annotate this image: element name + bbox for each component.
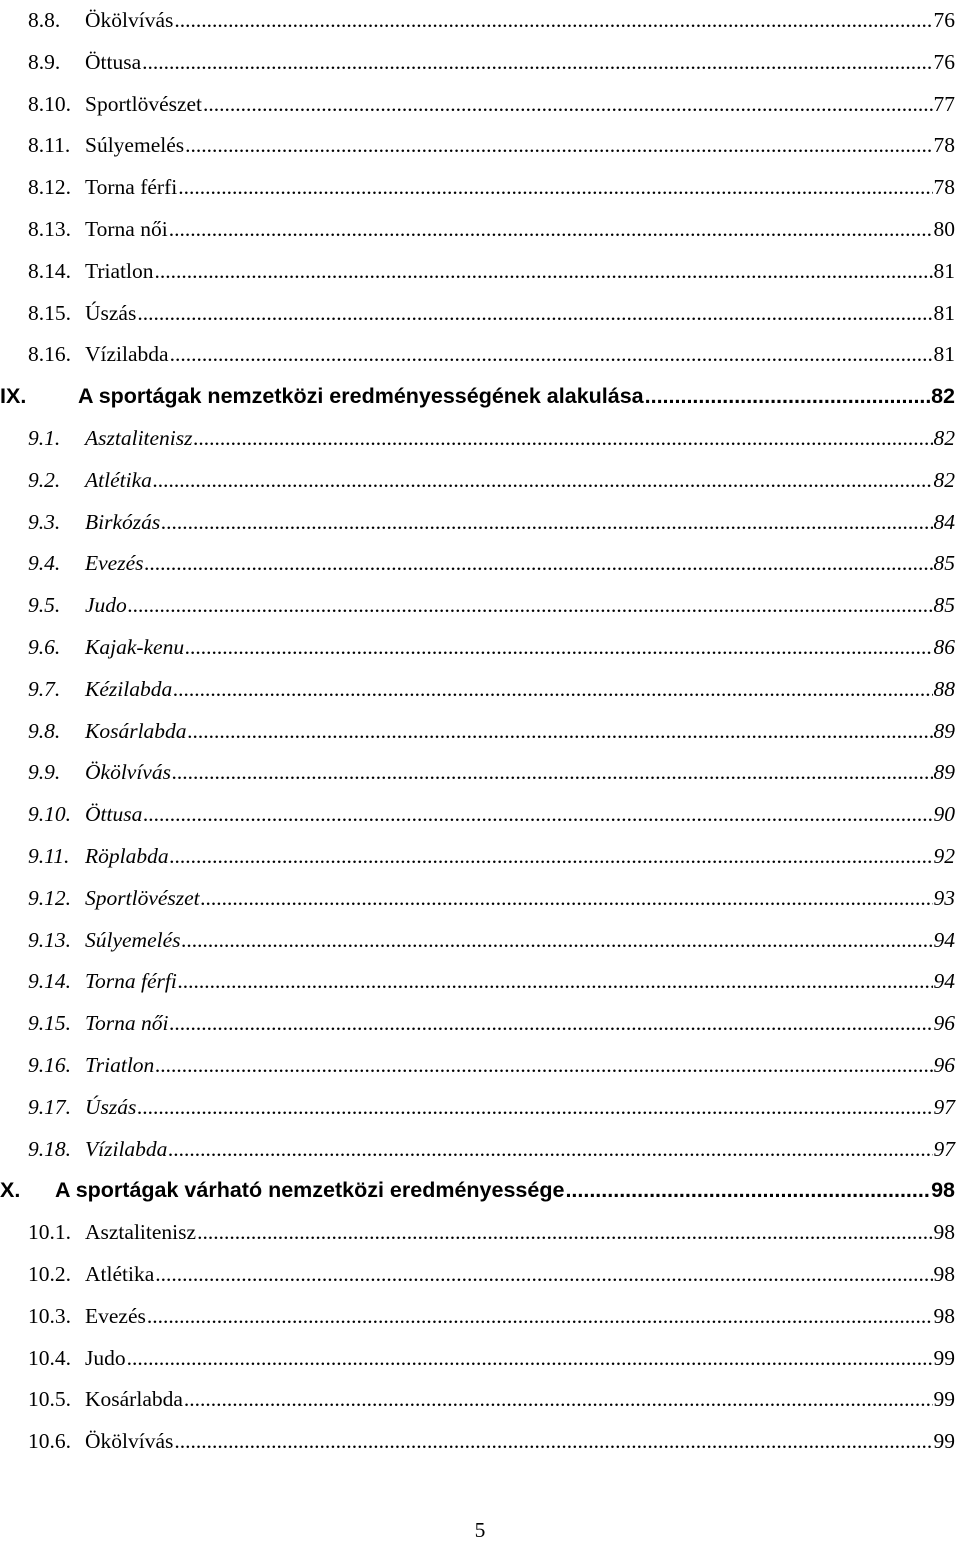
toc-entry-title: Torna női: [85, 1011, 169, 1036]
toc-entry-number: 8.10.: [28, 91, 71, 116]
toc-entry-page: 81: [933, 342, 955, 367]
toc-entry-number: 9.1.: [28, 425, 61, 450]
toc-entry-page: 99: [933, 1345, 955, 1370]
toc-entry-label: [28, 167, 177, 209]
toc-entry-title: Ökölvívás: [85, 760, 171, 785]
toc-entry-title: Atlétika: [85, 467, 152, 492]
toc-entry-label: [28, 752, 171, 794]
toc-dot-leader: [174, 1421, 932, 1463]
toc-entry-title: Evezés: [85, 551, 144, 576]
toc-entry-title: Birkózás: [85, 509, 161, 534]
toc-entry-title: Sportlövészet: [85, 91, 203, 116]
toc-dot-leader: [155, 1254, 932, 1296]
toc-entry-label: [28, 669, 172, 711]
toc-entry[interactable]: [28, 878, 955, 920]
toc-entry-label: [28, 334, 169, 376]
toc-entry-page: 96: [933, 1052, 955, 1077]
toc-dot-leader: [184, 1379, 933, 1421]
toc-entry-label: [28, 1421, 173, 1463]
toc-entry-number: 10.2.: [28, 1261, 71, 1286]
toc-entry-page: 99: [933, 1387, 955, 1412]
toc-entry-label: [28, 251, 154, 293]
toc-entry-page: 88: [933, 676, 955, 701]
toc-entry-title: Súlyemelés: [85, 133, 185, 158]
toc-entry-number: 9.4.: [28, 551, 61, 576]
toc-entry-label: [28, 209, 168, 251]
toc-entry-title: Vízilabda: [85, 1136, 168, 1161]
toc-entry[interactable]: [28, 293, 955, 335]
toc-entry-number: 9.15.: [28, 1011, 71, 1036]
toc-entry-label: [28, 460, 152, 502]
toc-entry[interactable]: [28, 920, 955, 962]
toc-entry-page: 90: [933, 802, 955, 827]
toc-entry-page: 99: [933, 1429, 955, 1454]
toc-entry-title: Atlétika: [85, 1261, 155, 1286]
toc-entry-label: [28, 293, 136, 335]
toc-entry-title: Vízilabda: [85, 342, 169, 367]
toc-entry-label: [28, 84, 202, 126]
toc-entry-label: [0, 376, 644, 418]
toc-entry[interactable]: [28, 167, 955, 209]
toc-dot-leader: [194, 418, 933, 460]
toc-dot-leader: [565, 1170, 930, 1212]
toc-dot-leader: [155, 1045, 932, 1087]
toc-entry-number: 9.13.: [28, 927, 71, 952]
toc-entry-number: 10.4.: [28, 1345, 71, 1370]
page-number: 5: [474, 1518, 486, 1542]
toc-entry[interactable]: [28, 0, 955, 42]
toc-dot-leader: [174, 0, 932, 42]
toc-entry-number: 8.13.: [28, 216, 71, 241]
toc-entry-label: [28, 1379, 183, 1421]
toc-dot-leader: [185, 627, 932, 669]
toc-chapter-entry[interactable]: [0, 1170, 955, 1212]
toc-entry-title: Torna női: [85, 216, 168, 241]
toc-entry-page: 97: [933, 1094, 955, 1119]
toc-entry-page: 84: [933, 509, 955, 534]
toc-entry-title: Öttusa: [85, 49, 142, 74]
toc-entry[interactable]: [28, 1421, 955, 1463]
toc-entry-label: [28, 42, 141, 84]
toc-entry[interactable]: [28, 669, 955, 711]
toc-entry[interactable]: [28, 543, 955, 585]
toc-entry-number: 10.3.: [28, 1303, 71, 1328]
toc-entry-title: Torna férfi: [85, 175, 178, 200]
toc-entry-title: Kosárlabda: [85, 718, 187, 743]
toc-dot-leader: [178, 167, 932, 209]
toc-entry-title: Kajak-kenu: [85, 634, 185, 659]
toc-dot-leader: [170, 334, 933, 376]
toc-dot-leader: [161, 502, 932, 544]
toc-dot-leader: [182, 920, 933, 962]
toc-entry[interactable]: [28, 42, 955, 84]
toc-entry-title: Súlyemelés: [85, 927, 181, 952]
toc-entry-title: Judo: [85, 593, 127, 618]
toc-dot-leader: [173, 669, 932, 711]
toc-entry-title: Kézilabda: [85, 676, 173, 701]
toc-entry[interactable]: [28, 1212, 955, 1254]
toc-entry-number: 8.15.: [28, 300, 71, 325]
toc-entry-title: Úszás: [85, 1094, 137, 1119]
toc-entry-label: [28, 585, 127, 627]
toc-entry-page: 89: [933, 760, 955, 785]
toc-entry-number: 9.9.: [28, 760, 61, 785]
toc-entry-number: 9.12.: [28, 885, 71, 910]
toc-dot-leader: [153, 460, 933, 502]
toc-entry[interactable]: [28, 752, 955, 794]
toc-entry-title: A sportágak nemzetközi eredményességének alakulása: [78, 384, 644, 409]
toc-entry-label: [28, 1003, 168, 1045]
toc-entry-page: 81: [933, 300, 955, 325]
toc-entry-label: [28, 0, 173, 42]
toc-dot-leader: [203, 84, 932, 126]
toc-entry-number: 8.8.: [28, 8, 61, 32]
toc-entry-number: 9.17.: [28, 1094, 71, 1119]
toc-entry-page: 80: [933, 216, 955, 241]
toc-entry[interactable]: [28, 1296, 955, 1338]
toc-entry-page: 82: [931, 384, 955, 409]
toc-entry-label: [0, 1170, 565, 1212]
toc-dot-leader: [168, 1129, 932, 1171]
toc-entry[interactable]: [28, 460, 955, 502]
toc-entry[interactable]: [28, 1129, 955, 1171]
toc-entry-label: [28, 1129, 167, 1171]
toc-entry-title: Evezés: [85, 1303, 146, 1328]
toc-entry[interactable]: [28, 84, 955, 126]
toc-entry-number: 9.7.: [28, 676, 61, 701]
toc-entry[interactable]: [28, 711, 955, 753]
toc-entry[interactable]: [28, 125, 955, 167]
toc-entry-label: [28, 1338, 126, 1380]
toc-entry-number: 10.1.: [28, 1220, 71, 1245]
toc-entry-page: 85: [933, 551, 955, 576]
toc-entry-label: [28, 1254, 154, 1296]
toc-dot-leader: [137, 1087, 932, 1129]
toc-entry-title: Kosárlabda: [85, 1387, 183, 1412]
toc-dot-leader: [137, 293, 932, 335]
toc-dot-leader: [188, 711, 933, 753]
toc-entry-number: 9.8.: [28, 718, 61, 743]
toc-entry-label: [28, 418, 193, 460]
toc-entry[interactable]: [28, 1379, 955, 1421]
toc-entry-page: 85: [933, 593, 955, 618]
toc-dot-leader: [143, 794, 932, 836]
toc-entry-label: [28, 1045, 154, 1087]
toc-entry[interactable]: [28, 1087, 955, 1129]
toc-entry-title: Ökölvívás: [85, 8, 174, 32]
toc-dot-leader: [170, 836, 933, 878]
toc-dot-leader: [145, 543, 933, 585]
toc-entry-label: [28, 125, 184, 167]
toc-entry-number: IX.: [0, 384, 27, 409]
toc-dot-leader: [169, 209, 933, 251]
toc-entry-title: Ökölvívás: [85, 1429, 174, 1454]
toc-entry-number: 9.2.: [28, 467, 61, 492]
toc-entry-page: 98: [933, 1303, 955, 1328]
toc-dot-leader: [127, 1338, 933, 1380]
toc-entry-label: [28, 1087, 136, 1129]
toc-dot-leader: [172, 752, 933, 794]
toc-entry-page: 94: [933, 969, 955, 994]
toc-dot-leader: [178, 961, 933, 1003]
toc-entry-page: 77: [933, 91, 955, 116]
toc-entry-page: 82: [933, 467, 955, 492]
toc-entry-number: 10.6.: [28, 1429, 71, 1454]
toc-entry-page: 76: [933, 49, 955, 74]
toc-dot-leader: [155, 251, 933, 293]
toc-entry-number: 9.11.: [28, 843, 70, 868]
toc-entry-page: 98: [933, 1220, 955, 1245]
toc-dot-leader: [197, 1212, 932, 1254]
toc-entry-page: 78: [933, 175, 955, 200]
toc-entry[interactable]: [28, 418, 955, 460]
toc-entry-page: 93: [933, 885, 955, 910]
toc-entry-number: 8.12.: [28, 175, 71, 200]
toc-dot-leader: [147, 1296, 933, 1338]
toc-entry[interactable]: [28, 836, 955, 878]
toc-dot-leader: [645, 376, 930, 418]
toc-entry-number: 8.14.: [28, 258, 71, 283]
toc-entry-label: [28, 627, 184, 669]
toc-entry[interactable]: [28, 209, 955, 251]
toc-entry[interactable]: [28, 627, 955, 669]
toc-entry-page: 98: [931, 1178, 955, 1203]
toc-entry-page: 76: [933, 8, 955, 32]
toc-entry-number: 9.16.: [28, 1052, 71, 1077]
toc-chapter-entry[interactable]: [0, 376, 955, 418]
toc-entry-label: [28, 920, 181, 962]
toc-entry-label: [28, 878, 200, 920]
toc-entry[interactable]: [28, 502, 955, 544]
toc-entry-page: 96: [933, 1011, 955, 1036]
toc-entry-title: Röplabda: [85, 843, 169, 868]
toc-entry-number: 9.6.: [28, 634, 61, 659]
toc-entry[interactable]: [28, 794, 955, 836]
toc-entry-number: 10.5.: [28, 1387, 71, 1412]
toc-entry-page: 89: [933, 718, 955, 743]
toc-entry-title: Úszás: [85, 300, 137, 325]
toc-entry-label: [28, 1296, 146, 1338]
toc-entry-label: [28, 836, 169, 878]
toc-entry-title: Judo: [85, 1345, 126, 1370]
toc-entry[interactable]: [28, 334, 955, 376]
toc-entry-number: 9.5.: [28, 593, 61, 618]
toc-entry-number: 9.14.: [28, 969, 71, 994]
toc-entry-label: [28, 794, 142, 836]
toc-entry[interactable]: [28, 251, 955, 293]
toc-entry-title: Triatlon: [85, 1052, 155, 1077]
toc-entry-label: [28, 961, 177, 1003]
toc-dot-leader: [169, 1003, 932, 1045]
toc-dot-leader: [142, 42, 932, 84]
toc-entry-title: Asztalitenisz: [85, 425, 193, 450]
toc-dot-leader: [185, 125, 932, 167]
toc-entry-number: X.: [0, 1178, 21, 1203]
toc-entry-number: 9.10.: [28, 802, 71, 827]
toc-entry-page: 81: [933, 258, 955, 283]
toc-entry[interactable]: [28, 1254, 955, 1296]
toc-entry-title: Öttusa: [85, 802, 143, 827]
toc-entry-label: [28, 502, 160, 544]
toc-entry[interactable]: [28, 1045, 955, 1087]
toc-entry-number: 8.16.: [28, 342, 71, 367]
toc-dot-leader: [201, 878, 933, 920]
toc-entry-page: 98: [933, 1261, 955, 1286]
toc-entry-title: Sportlövészet: [85, 885, 200, 910]
toc-entry-label: [28, 543, 144, 585]
toc-entry[interactable]: [28, 1338, 955, 1380]
toc-entry-page: 97: [933, 1136, 955, 1161]
toc-entry-page: 78: [933, 133, 955, 158]
toc-entry-page: 82: [933, 425, 955, 450]
toc-entry-number: 9.18.: [28, 1136, 71, 1161]
toc-entry[interactable]: [28, 1003, 955, 1045]
toc-entry-page: 94: [933, 927, 955, 952]
toc-entry-number: 8.9.: [28, 49, 61, 74]
toc-entry-label: [28, 1212, 196, 1254]
toc-entry-page: 86: [933, 634, 955, 659]
toc-entry-number: 8.11.: [28, 133, 71, 158]
toc-entry[interactable]: [28, 585, 955, 627]
toc-entry-page: 92: [933, 843, 955, 868]
toc-entry-number: 9.3.: [28, 509, 61, 534]
toc-entry[interactable]: [28, 961, 955, 1003]
toc-dot-leader: [128, 585, 933, 627]
toc-entry-title: Torna férfi: [85, 969, 177, 994]
toc-entry-label: [28, 711, 187, 753]
toc-entry-title: A sportágak várható nemzetközi eredményessége: [55, 1178, 565, 1203]
toc-entry-title: Triatlon: [85, 258, 154, 283]
toc-entry-title: Asztalitenisz: [85, 1220, 197, 1245]
